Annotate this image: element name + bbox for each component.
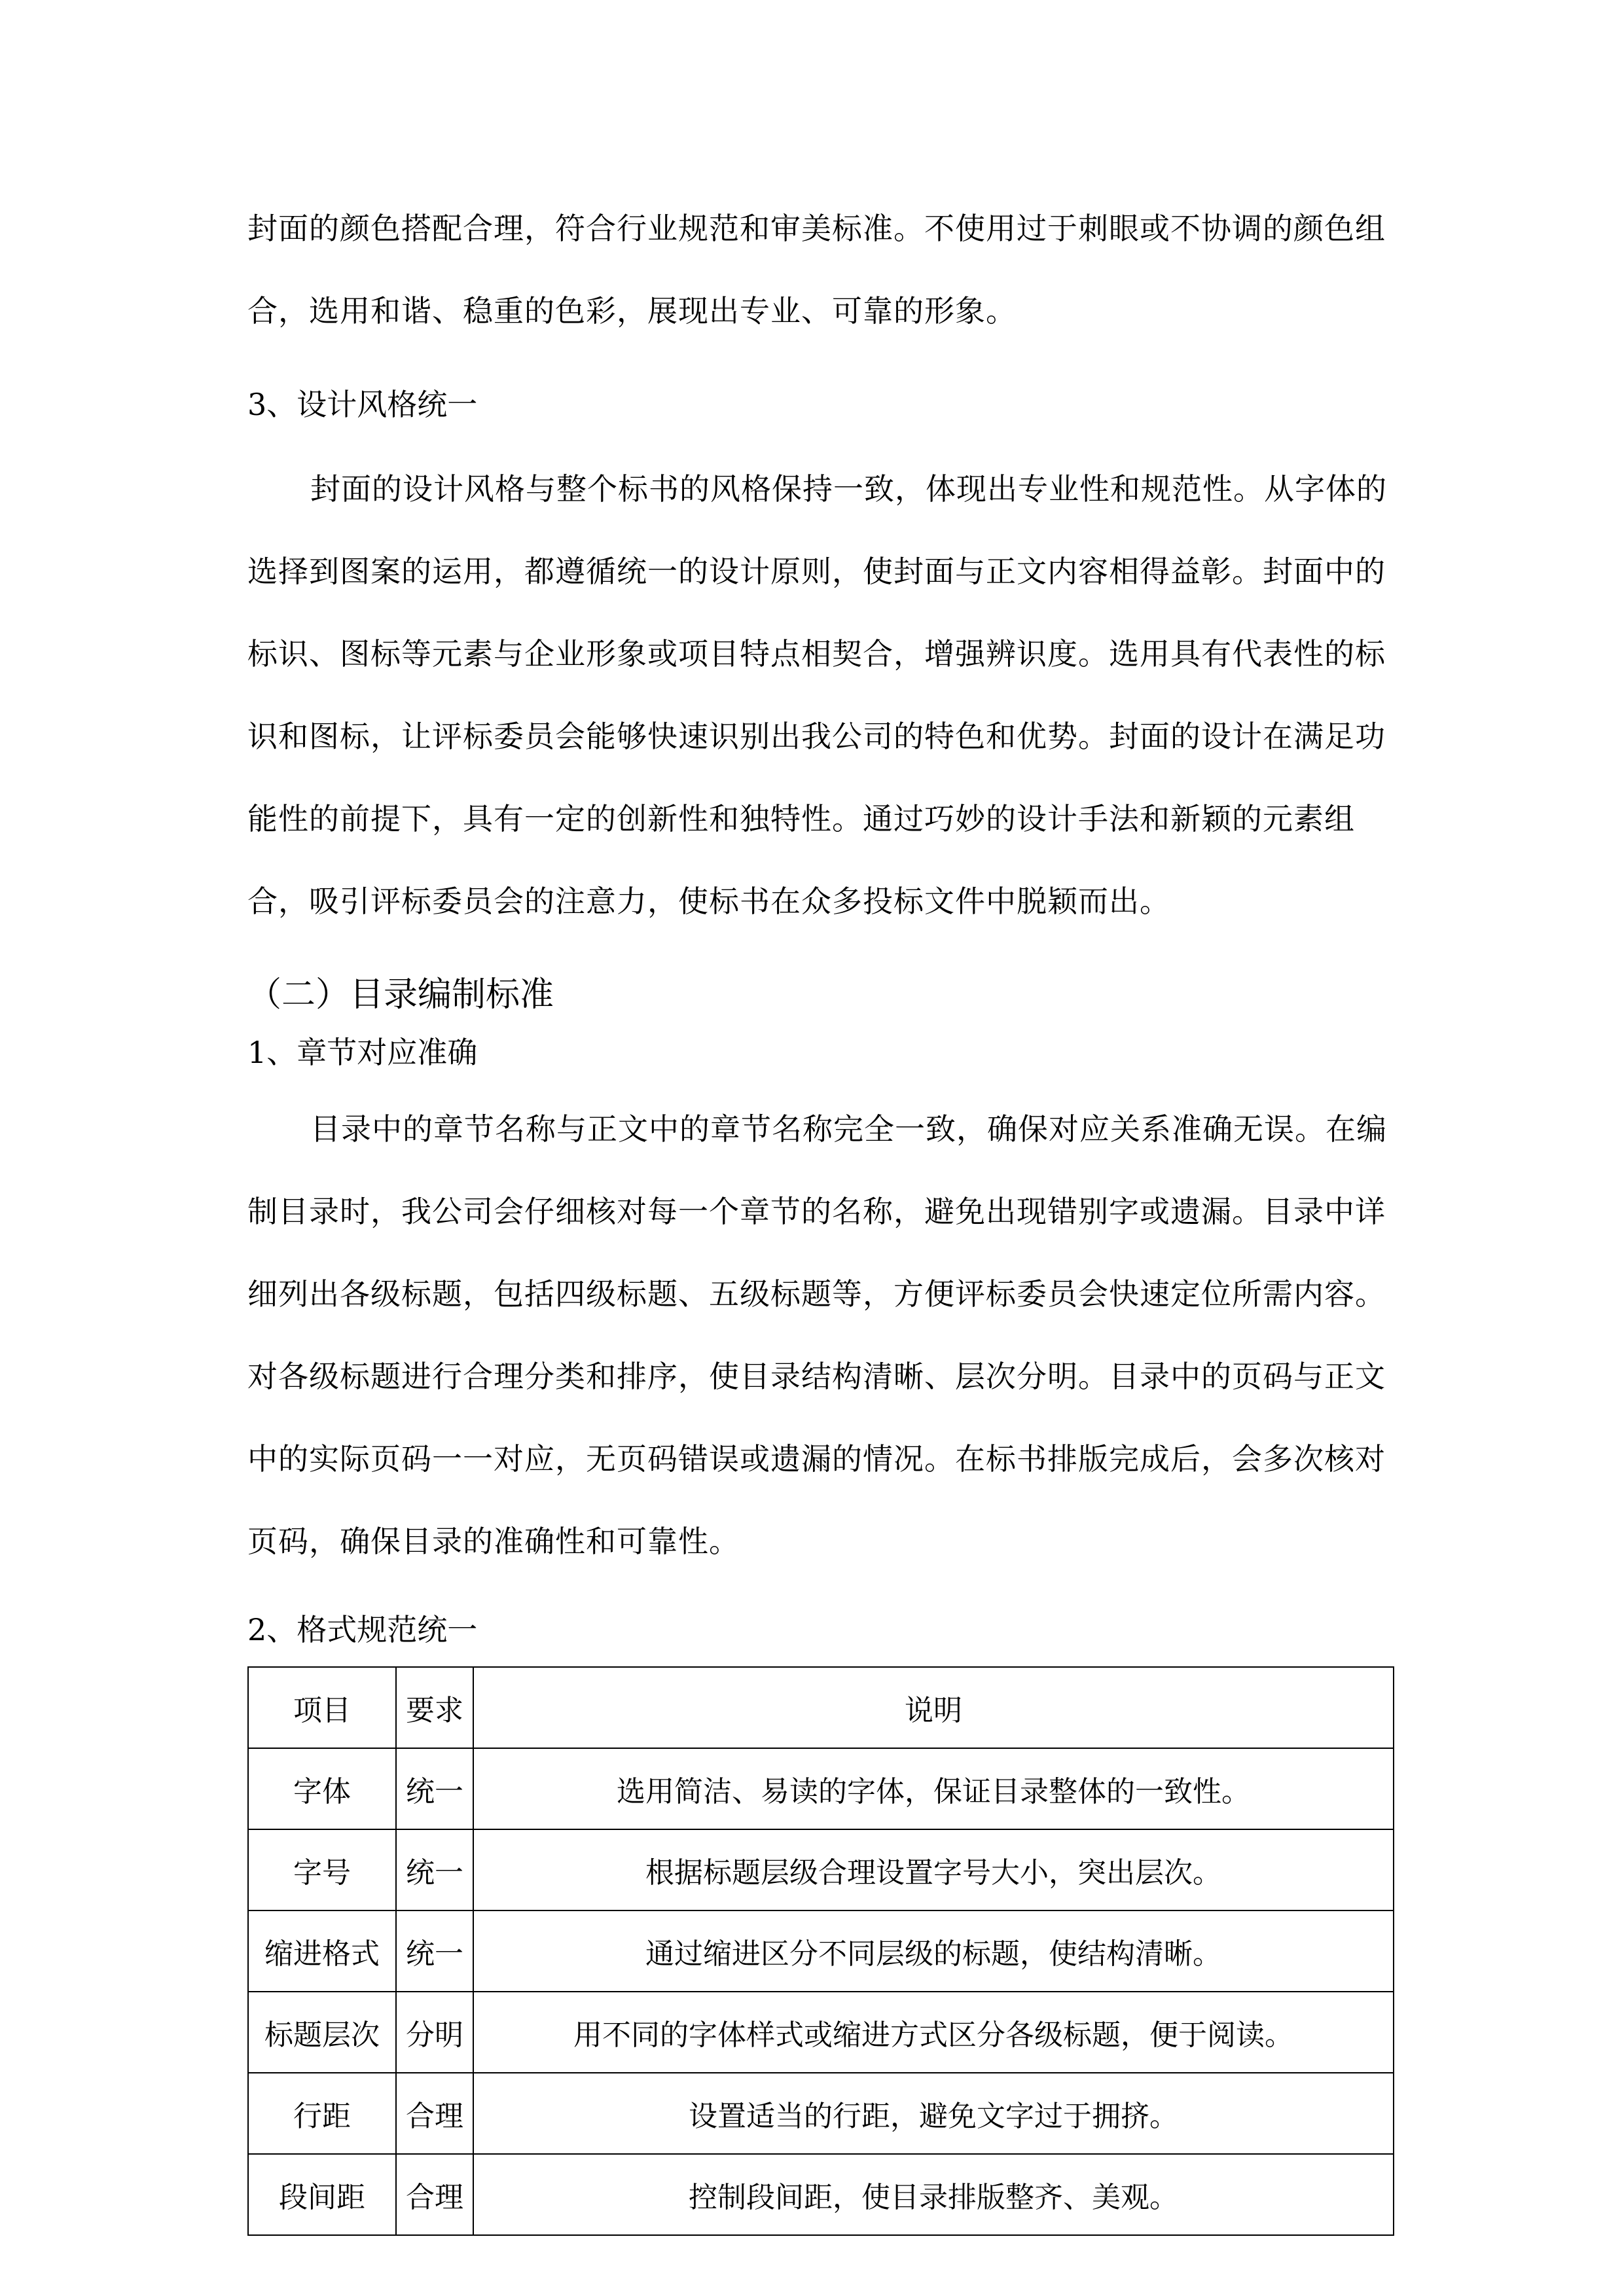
cell-requirement: 分明 xyxy=(396,1992,473,2073)
part-2-heading: （二）目录编制标准 xyxy=(247,975,554,1014)
subsection-1-heading: 1、章节对应准确 xyxy=(247,1035,478,1070)
section-3-body: 封面的设计风格与整个标书的风格保持一致，体现出专业性和规范性。从字体的选择到图案的运用，都遵循统一的设计原则，使封面与正文内容相得益彰。封面中的标识、图标等元素与企业形象或项目特点相契合，增强辨识度。选用具有代表性的标识和图标，让评标委员会能够快速识别出我公司的特色和优势。封面的设计在满足功能性的前提下，具有一定的创新性和独特性。通过巧妙的设计手法和新颖的元素组合，吸引评标委员会的注意力，使标书在众多投标文件中脱颖而出。 xyxy=(247,471,1387,919)
page-content xyxy=(247,187,1394,2236)
section-3-heading: 3、设计风格统一 xyxy=(247,387,478,422)
cell-item: 段间距 xyxy=(248,2154,396,2235)
cell-requirement: 合理 xyxy=(396,2073,473,2154)
table-row xyxy=(248,1992,1394,2073)
table-row xyxy=(248,2073,1394,2154)
subsection-2-heading: 2、格式规范统一 xyxy=(247,1612,478,1647)
header-requirement: 要求 xyxy=(396,1667,473,1748)
cell-description: 根据标题层级合理设置字号大小，突出层次。 xyxy=(473,1829,1394,1910)
cell-description: 通过缩进区分不同层级的标题，使结构清晰。 xyxy=(473,1910,1394,1992)
subsection-1-body: 目录中的章节名称与正文中的章节名称完全一致，确保对应关系准确无误。在编制目录时，我公司会仔细核对每一个章节的名称，避免出现错别字或遗漏。目录中详细列出各级标题，包括四级标题、五级标题等，方便评标委员会快速定位所需内容。对各级标题进行合理分类和排序，使目录结构清晰、层次分明。目录中的页码与正文中的实际页码一一对应，无页码错误或遗漏的情况。在标书排版完成后，会多次核对页码，确保目录的准确性和可靠性。 xyxy=(247,1111,1387,1559)
intro-paragraph: 封面的颜色搭配合理，符合行业规范和审美标准。不使用过于刺眼或不协调的颜色组合，选用和谐、稳重的色彩，展现出专业、可靠的形象。 xyxy=(247,211,1386,329)
header-description: 说明 xyxy=(473,1667,1394,1748)
cell-description: 选用简洁、易读的字体，保证目录整体的一致性。 xyxy=(473,1748,1394,1829)
cell-item: 标题层次 xyxy=(248,1992,396,2073)
table-header-row xyxy=(248,1667,1394,1748)
cell-item: 行距 xyxy=(248,2073,396,2154)
cell-description: 控制段间距，使目录排版整齐、美观。 xyxy=(473,2154,1394,2235)
cell-description: 设置适当的行距，避免文字过于拥挤。 xyxy=(473,2073,1394,2154)
header-item: 项目 xyxy=(248,1667,396,1748)
cell-requirement: 统一 xyxy=(396,1910,473,1992)
table-row xyxy=(248,2154,1394,2235)
cell-requirement: 统一 xyxy=(396,1748,473,1829)
cell-item: 字号 xyxy=(248,1829,396,1910)
table-row xyxy=(248,1748,1394,1829)
table-row xyxy=(248,1910,1394,1992)
cell-description: 用不同的字体样式或缩进方式区分各级标题，便于阅读。 xyxy=(473,1992,1394,2073)
cell-item: 缩进格式 xyxy=(248,1910,396,1992)
format-spec-table xyxy=(247,1666,1394,2236)
cell-item: 字体 xyxy=(248,1748,396,1829)
table-row xyxy=(248,1829,1394,1910)
cell-requirement: 统一 xyxy=(396,1829,473,1910)
cell-requirement: 合理 xyxy=(396,2154,473,2235)
